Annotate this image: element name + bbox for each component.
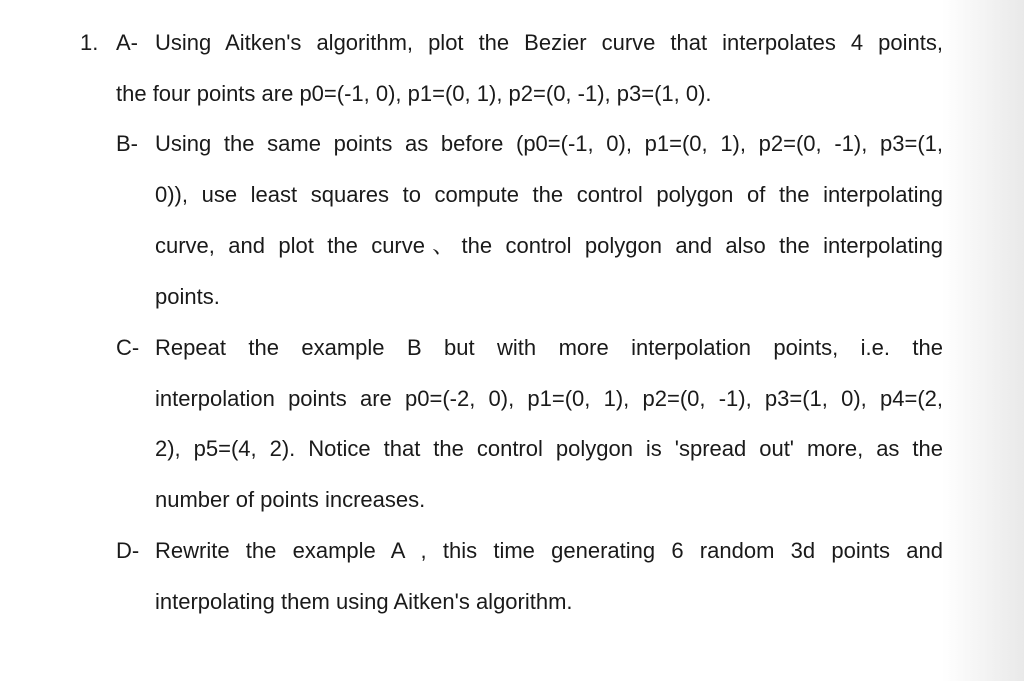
part-b-line-4: points. xyxy=(155,284,220,309)
part-c-line-1: Repeat the example B but with more interpolation points, i.e. the xyxy=(155,335,943,360)
part-a-line-1: Using Aitken's algorithm, plot the Bezier curve that interpolates 4 points, xyxy=(155,30,943,55)
part-c-label: C- xyxy=(116,335,140,360)
part-d-label: D- xyxy=(116,538,140,563)
part-a-label: A- xyxy=(116,30,138,55)
part-c-line-4: number of points increases. xyxy=(155,487,426,512)
question-number: 1. xyxy=(80,30,99,55)
part-d-line-2: interpolating them using Aitken's algorithm. xyxy=(155,589,573,614)
part-c-line-2: interpolation points are p0=(-2, 0), p1=(0, 1), p2=(0, -1), p3=(1, 0), p4=(2, xyxy=(155,386,943,411)
part-a-line-2: the four points are p0=(-1, 0), p1=(0, 1), p2=(0, -1), p3=(1, 0). xyxy=(116,81,712,106)
part-c-line-3: 2), p5=(4, 2). Notice that the control polygon is 'spread out' more, as the xyxy=(155,436,943,461)
part-b-line-3: curve, and plot the curve、the control polygon and also the interpolating xyxy=(155,233,943,258)
part-b-label: B- xyxy=(116,131,138,156)
part-d-line-1: Rewrite the example A , this time generating 6 random 3d points and xyxy=(155,538,943,563)
part-b-line-2: 0)), use least squares to compute the control polygon of the interpolating xyxy=(155,182,943,207)
part-b-line-1: Using the same points as before (p0=(-1, 0), p1=(0, 1), p2=(0, -1), p3=(1, xyxy=(155,131,943,156)
